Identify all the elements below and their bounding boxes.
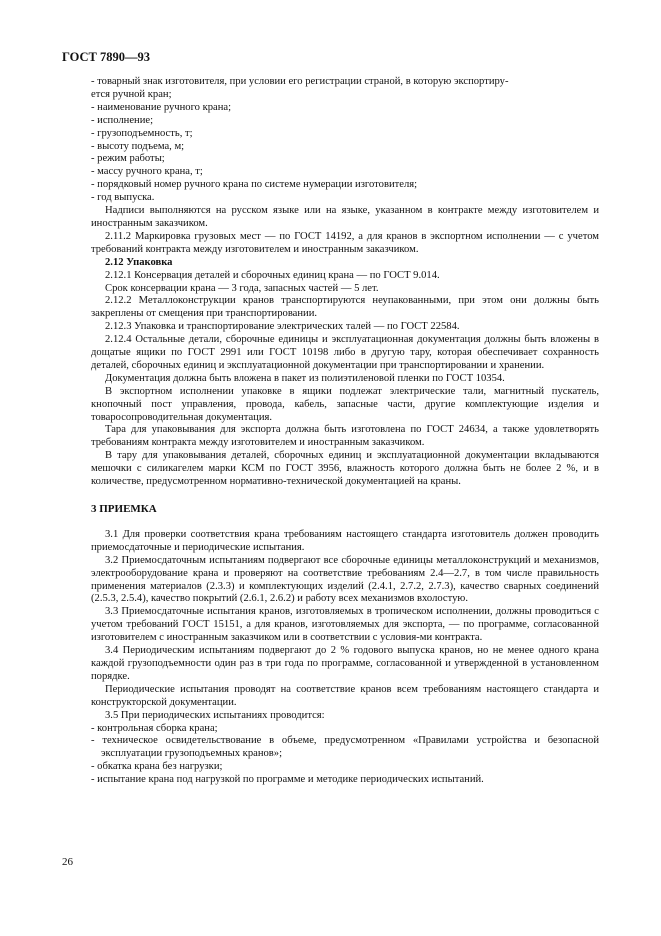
paragraph-2-12-1: 2.12.1 Консервация деталей и сборочных единиц крана — по ГОСТ 9.014. [105,269,440,281]
paragraph-silica: В тару для упаковывания деталей, сборочных единиц и эксплуатационной документации вкладываются мешочки с силикагелем марки КСМ по ГОСТ 3956, влажность которого должна быть не более 2 %, и в количестве, предусмотренном нормативно-технической документацией на краны. [91,450,599,488]
paragraph-3-5: 3.5 При периодических испытаниях проводится: [105,709,325,721]
list-item: - обкатка крана без нагрузки; [91,761,223,773]
list-item: - исполнение; [91,114,154,126]
list-item: - испытание крана под нагрузкой по программе и методике периодических испытаний. [91,774,484,786]
page-header: ГОСТ 7890—93 [62,50,151,64]
list-item: - контрольная сборка крана; [91,722,218,734]
list-item: - высоту подъема, м; [91,140,185,152]
paragraph-2-12-2: 2.12.2 Металлоконструкции кранов транспортируются неупакованными, при этом они должны быть закреплены от смещения при транспортировании. [91,295,599,320]
list-item: - режим работы; [91,153,165,165]
paragraph-tare: Тара для упаковывания для экспорта должна быть изготовлена по ГОСТ 24634, а также удовлетворять требованиям контракта между изготовителем и иностранным заказчиком. [91,424,599,449]
list-item: - год выпуска. [91,192,155,204]
list-item: - наименование ручного крана; [91,101,232,113]
list-item: - техническое освидетельствование в объеме, предусмотренном «Правилами устройства и безопасной эксплуатации грузоподъемных кранов»; [91,735,599,760]
paragraph-2-12-4: 2.12.4 Остальные детали, сборочные единицы и эксплуатационная документация должны быть вложены в дощатые ящики по ГОСТ 2991 или ГОСТ 10198 либо в другую тару, которая обеспечивает сохранность деталей, сборочных единиц и эксплуатационной документации при транспортировании и хранении. [91,334,599,371]
paragraph-2-11-2: 2.11.2 Маркировка грузовых мест — по ГОСТ 14192, а для кранов в экспортном исполнении — с учетом требований контракта между изготовителем и иностранным заказчиком. [91,230,599,255]
paragraph-export: В экспортном исполнении упаковке в ящики подлежат электрические тали, магнитный пускатель, кнопочный пост управления, провода, кабель, запасные части, другие комплектующие изделия и товаросопроводительная документация. [91,385,599,423]
paragraph-3-1: 3.1 Для проверки соответствия крана требованиям настоящего стандарта изготовитель должен проводить приемосдаточные и периодические испытания. [91,528,599,553]
paragraph-term: Срок консервации крана — 3 года, запасных частей — 5 лет. [105,282,379,294]
section-title: 3 ПРИЕМКА [91,503,157,515]
paragraph-3-2: 3.2 Приемосдаточным испытаниям подвергают все сборочные единицы металлоконструкций и механизмов, электрооборудование крана и проверяют на соответствие требованиям 2.4—2.7, в том числе правильность применения материалов (2.3.3) и комплектующих изделий (2.4.1, 2.7.2, 2.7.3), качество сварных соединений (2.5.3, 2.5.4), качество покрытий (2.6.1, 2.6.2) и работу всех механизмов вхолостую. [91,554,599,605]
paragraph-2-12-3: 2.12.3 Упаковка и транспортирование электрических талей — по ГОСТ 22584. [105,321,460,333]
paragraph-docs: Документация должна быть вложена в пакет из полиэтиленовой пленки по ГОСТ 10354. [105,372,505,384]
list-item: - грузоподъемность, т; [91,127,193,139]
paragraph-periodic: Периодические испытания проводят на соответствие кранов всем требованиям настоящего стандарта и конструкторской документации. [91,683,599,708]
subsection-heading-2-12: 2.12 Упаковка [105,256,173,268]
list-item: - товарный знак изготовителя, при условии его регистрации страной, в которую экспортиру- [91,76,509,87]
list-item: ется ручной кран; [91,88,172,100]
paragraph-inscriptions: Надписи выполняются на русском языке или на языке, указанном в контракте между изготовителем и иностранным заказчиком. [91,205,599,229]
list-item: - массу ручного крана, т; [91,166,203,178]
paragraph-3-4: 3.4 Периодическим испытаниям подвергают до 2 % годового выпуска кранов, но не менее одного крана каждой грузоподъемности один раз в три года по программе, согласованной и утвержденной в установленном порядке. [91,645,599,682]
page-number: 26 [62,856,73,868]
paragraph-3-3: 3.3 Приемосдаточные испытания кранов, изготовляемых в тропическом исполнении, должны проводиться с учетом требований ГОСТ 15151, а для кранов, изготовляемых для экспорта, — по программе, согласованной изготовителем с иностранным заказчиком или в соответствии с условия-ми контракта. [91,606,599,644]
page-body [91,76,599,787]
list-item: - порядковый номер ручного крана по системе нумерации изготовителя; [91,179,418,191]
